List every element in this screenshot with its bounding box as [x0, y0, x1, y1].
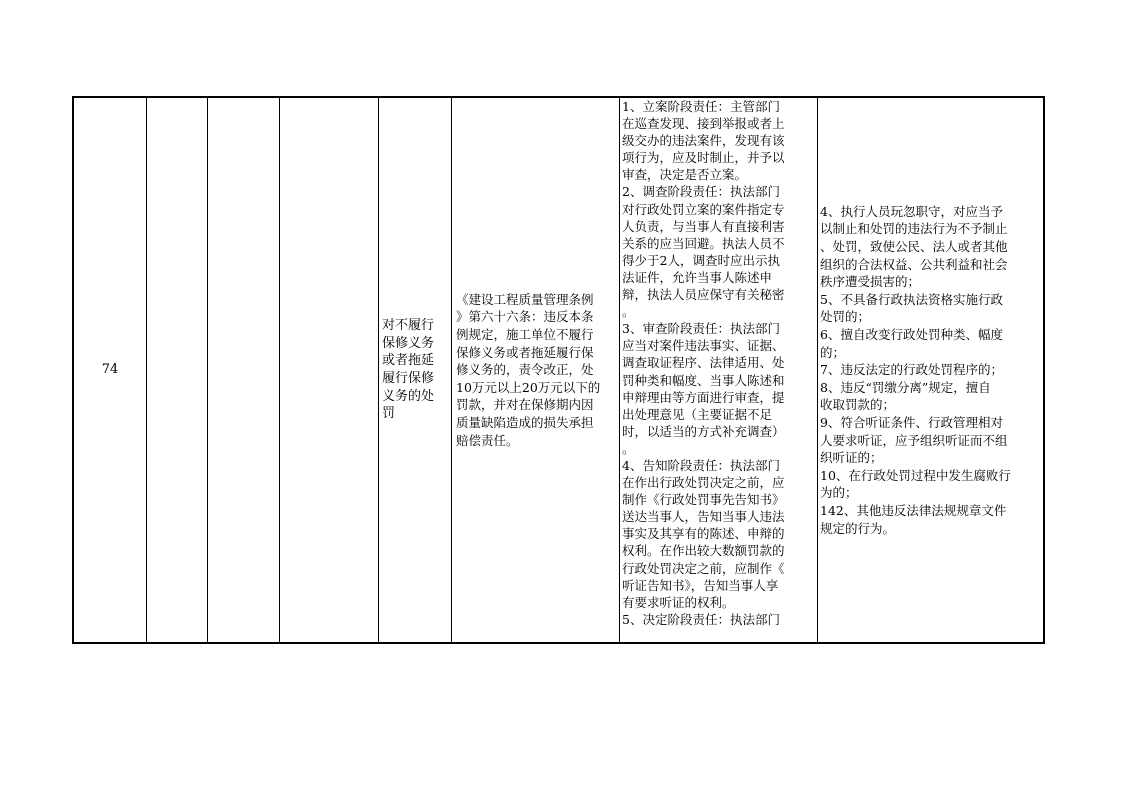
empty-cell	[279, 98, 378, 642]
item-name-cell	[378, 98, 451, 642]
legal-basis-cell	[451, 98, 619, 642]
accountability-text: 4、执行人员玩忽职守，对应当予 以制止和处罚的违法行为不予制止 、处罚，致使公民、法人或者其他 组织的合法权益、公共利益和社会 秩序遭受损害的； 5、不具备行政执法资格实施行政 处罚的； 6、擅自改变行政处罚种类、幅度 的； 7、违反法定的行政处罚程序的； 8、违反“罚缴分离”规定，擅自 收取罚款的； 9、符合听证条件、行政管理相对 人要求听证，应予组织听证而不组 织听证的； 10、在行政处罚过程中发生腐败行 为的； 142、其他违反法律法规规章文件 规定的行为。	[820, 203, 1011, 536]
row-number-cell	[74, 98, 146, 642]
empty-cell	[146, 98, 207, 642]
duty-table-row	[72, 96, 1045, 644]
item-name: 对不履行 保修义务 或者拖延 履行保修 义务的处 罚	[382, 318, 435, 422]
row-number: 74	[101, 362, 119, 378]
accountability-cell	[817, 98, 1045, 642]
legal-basis-text: 《建设工程质量管理条例 》第六十六条：违反本条 例规定，施工单位不履行 保修义务或者拖延履行保 修义务的，责令改正，处 10万元以上20万元以下的 罚款，并对在保修期内因 质量缺陷造成的损失承担 赔偿责任。	[456, 291, 601, 448]
empty-cell	[207, 98, 279, 642]
responsibility-text: 1、立案阶段责任：主管部门 在巡查发现、接到举报或者上 级交办的违法案件，发现有该 项行为，应及时制止，并予以 审查，决定是否立案。 2、调查阶段责任：执法部门 对行政处罚立案的案件指定专 人负责，与当事人有直接利害 关系的应当回避。执法人员不 得少于2人，调查时应出示执 法证件，允许当事人陈述申 辩，执法人员应保守有关秘密 。 3、审查阶段责任：执法部门 应当对案件违法事实、证据、 调查取证程序、法律适用、处 罚种类和幅度、当事人陈述和 申辩理由等方面进行审查，提 出处理意见（主要证据不足 时，以适当的方式补充调查） 。 4、告知阶段责任：执法部门 在作出行政处罚决定之前，应 制作《行政处罚事先告知书》 送达当事人，告知当事人违法 事实及其享有的陈述、申辩的 权利。在作出较大数额罚款的 行政处罚决定之前，应制作《 听证告知书》，告知当事人享 有要求听证的权利。 5、决定阶段责任：执法部门	[622, 99, 785, 627]
responsibility-cell	[619, 98, 817, 652]
